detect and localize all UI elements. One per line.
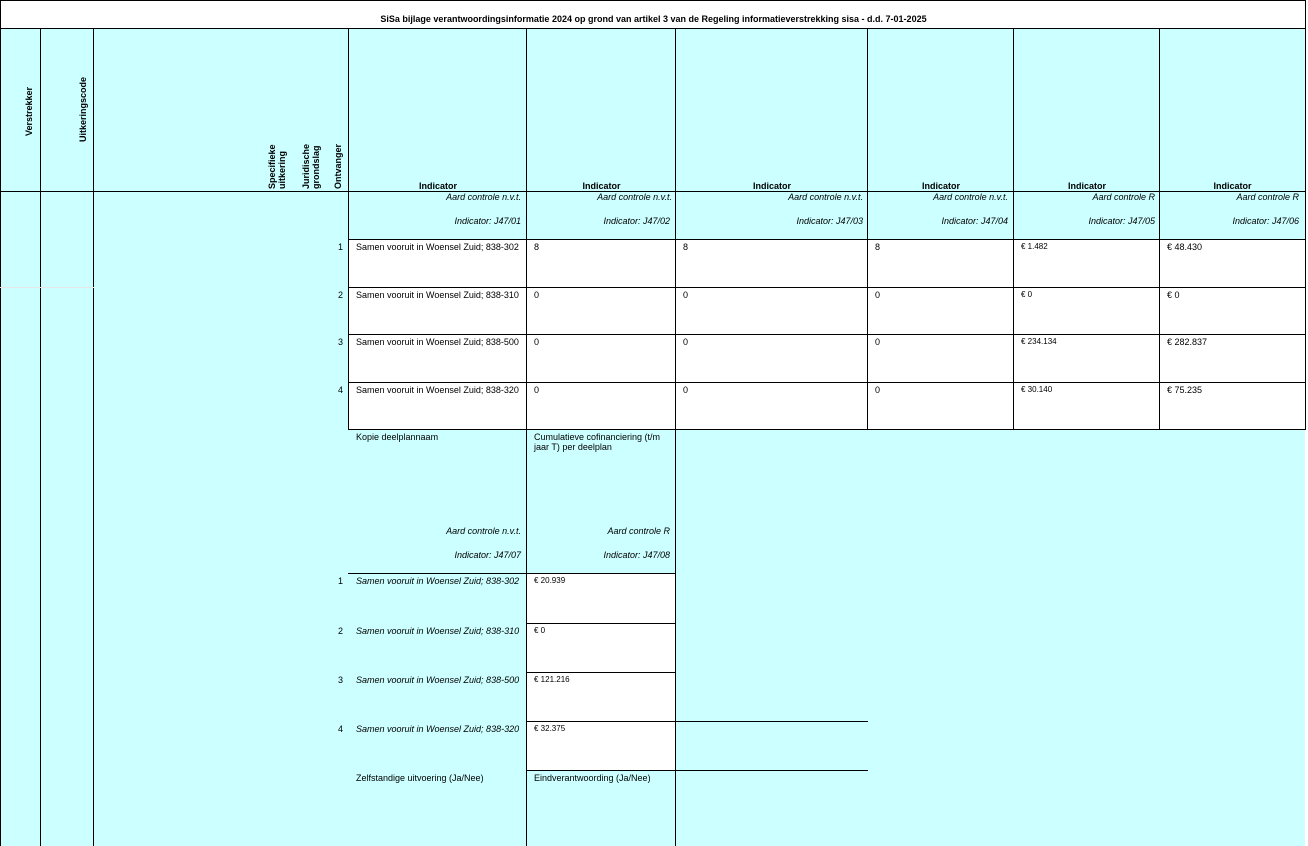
header-indicator-2: Indicator	[582, 181, 621, 191]
row-number: 1	[337, 576, 343, 586]
cell-value: 0	[875, 290, 881, 300]
cell-value: € 0	[1021, 290, 1033, 299]
page-title: SiSa bijlage verantwoordingsinformatie 2024 op grond van artikel 3 van de Regeling informatieverstrekking sisa - d.d. 7-01-2025	[380, 14, 927, 24]
cell-value: € 0	[1167, 290, 1180, 300]
header-indicator-6: Indicator	[1213, 181, 1252, 191]
indicator-code-6: Indicator: J47/06	[1232, 216, 1299, 226]
indicator-code-4: Indicator: J47/04	[941, 216, 1008, 226]
deelplan-name: Samen vooruit in Woensel Zuid; 838-320	[356, 385, 519, 395]
aard-controle-8: Aard controle R	[607, 526, 670, 536]
header-indicator-4: Indicator	[921, 181, 960, 191]
row-number: 2	[337, 626, 343, 636]
cell-value: € 48.430	[1167, 242, 1203, 252]
cell-value: € 121.216	[534, 675, 570, 684]
row-number: 4	[337, 385, 343, 395]
cell-value: € 20.939	[534, 576, 566, 585]
deelplan-name: Samen vooruit in Woensel Zuid; 838-302	[356, 576, 520, 586]
cell-value: € 1.482	[1021, 242, 1048, 251]
cell-value: 0	[875, 337, 881, 347]
deelplan-name: Samen vooruit in Woensel Zuid; 838-500	[356, 675, 520, 685]
cell-value: € 0	[534, 626, 546, 635]
cell-value: € 32.375	[534, 724, 566, 733]
cell-value: € 30.140	[1021, 385, 1053, 394]
header-juridische-grondslag: Juridische grondslag	[301, 143, 321, 189]
cell-value: 8	[683, 242, 689, 252]
aard-controle-4: Aard controle n.v.t.	[933, 192, 1008, 202]
aard-controle-2: Aard controle n.v.t.	[597, 192, 672, 202]
aard-controle-3: Aard controle n.v.t.	[788, 192, 863, 202]
aard-controle-7: Aard controle n.v.t.	[446, 526, 521, 536]
indicator-code-1: Indicator: J47/01	[454, 216, 521, 226]
indicator-code-2: Indicator: J47/02	[603, 216, 670, 226]
aard-controle-6: Aard controle R	[1236, 192, 1299, 202]
header-cumulatieve-cofinanciering: Cumulatieve cofinanciering (t/m jaar T) per deelplan	[534, 432, 661, 452]
row-number: 3	[337, 337, 343, 347]
row-number: 1	[337, 242, 343, 252]
header-indicator-3: Indicator	[752, 181, 791, 191]
row-number: 2	[337, 290, 343, 300]
deelplan-name: Samen vooruit in Woensel Zuid; 838-302	[356, 242, 519, 252]
cell-value: 0	[683, 385, 689, 395]
cell-value: 8	[534, 242, 540, 252]
cell-value: 0	[683, 337, 689, 347]
cell-value: € 75.235	[1167, 385, 1203, 395]
cell-value: 0	[875, 385, 881, 395]
cell-value: 0	[683, 290, 689, 300]
block1-data-area	[349, 240, 1305, 430]
header-uitkeringscode: Uitkeringscode	[78, 76, 88, 142]
deelplan-name: Samen vooruit in Woensel Zuid; 838-320	[356, 724, 520, 734]
header-verstrekker: Verstrekker	[24, 86, 34, 136]
header-ontvanger: Ontvanger	[333, 143, 343, 189]
indicator-code-5: Indicator: J47/05	[1088, 216, 1155, 226]
cell-value: € 282.837	[1167, 337, 1208, 347]
indicator-code-8: Indicator: J47/08	[603, 550, 670, 560]
header-eindverantwoording: Eindverantwoording (Ja/Nee)	[534, 773, 651, 783]
aard-controle-5: Aard controle R	[1092, 192, 1155, 202]
cell-value: 0	[534, 290, 540, 300]
cell-value: 0	[534, 385, 540, 395]
row-number: 4	[337, 724, 343, 734]
deelplan-name: Samen vooruit in Woensel Zuid; 838-310	[356, 626, 520, 636]
cell-value: € 234.134	[1021, 337, 1057, 346]
indicator-code-3: Indicator: J47/03	[796, 216, 863, 226]
cell-value: 0	[534, 337, 540, 347]
aard-controle-1: Aard controle n.v.t.	[446, 192, 521, 202]
deelplan-name: Samen vooruit in Woensel Zuid; 838-500	[356, 337, 519, 347]
deelplan-name: Samen vooruit in Woensel Zuid; 838-310	[356, 290, 519, 300]
header-kopie-deelplannaam: Kopie deelplannaam	[356, 432, 439, 442]
header-indicator-1: Indicator	[418, 181, 457, 191]
cell-value: 8	[875, 242, 881, 252]
header-specifieke-uitkering: Specifieke uitkering	[267, 144, 287, 189]
header-indicator-5: Indicator	[1067, 181, 1106, 191]
row-number: 3	[337, 675, 343, 685]
header-zelfstandige-uitvoering: Zelfstandige uitvoering (Ja/Nee)	[356, 773, 484, 783]
indicator-code-7: Indicator: J47/07	[454, 550, 521, 560]
